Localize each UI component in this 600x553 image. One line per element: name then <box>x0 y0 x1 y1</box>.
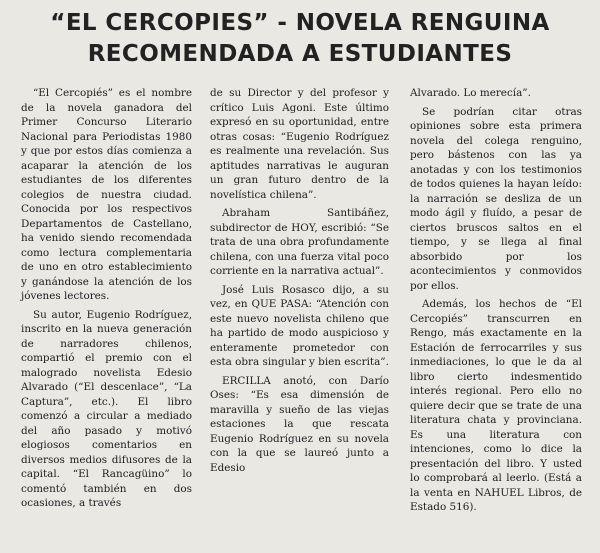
paragraph: José Luis Rosasco dijo, a su vez, en QUE PASA: “Atención con este nuevo novelista chileno que ha partido de modo auspicioso y enteramente prometedor con esta obra singular y bien escrita”. <box>210 283 389 368</box>
paragraph: ERCILLA anotó, con Darío Oses: “Es esa dimensión de maravilla y sueño de las viejas estaciones la que rescata Eugenio Rodríguez en su novela con la que se laureó junto a Edesio <box>210 374 389 474</box>
paragraph: “El Cercopiés” es el nombre de la novela ganadora del Primer Concurso Literario Nacional para Periodistas 1980 y que por estos días comienza a acaparar la atención de los estudiantes de los diferentes colegios de nuestra ciudad. Conocida por los respectivos Departamentos de Castellano, ha venido siendo recomendada como lectura complementaria de uno en otro establecimiento y ganándose la atención de los jóvenes lectores. <box>21 87 192 302</box>
paragraph: Su autor, Eugenio Rodríguez, inscrito en la nueva generación de narradores chilenos, compartió el premio con el malogrado novelista Edesio Alvarado (“El descenlace”, “La Captura”, etc.). El libro comenzó a circular a mediado del año pasado y motivó elogiosos comentarios en diversos medios difusores de la capital. “El Rancagüino” lo comentó también en dos ocasiones, a través <box>21 308 192 509</box>
article-column-1 <box>21 86 192 515</box>
paragraph: Además, los hechos de “El Cercopiés” transcurren en Rengo, más exactamente en la Estación de ferrocarriles y sus inmediaciones, lo que le da al libro cierto indesmentido interés regional. Pero ello no quiere decir que se trate de una literatura chata y provinciana. Es una literatura con intenciones, como lo dice la presentación del libro. Y usted lo comprobará al leerlo. (Está a la venta en NAHUEL Libros, de Estado 516). <box>410 298 582 513</box>
paragraph: de su Director y del profesor y crítico Luis Agoni. Este último expresó en su oportunidad, entre otras cosas: “Eugenio Rodríguez es realmente una revelación. Sus aptitudes narrativas le auguran un gran futuro dentro de la novelística chilena”. <box>210 87 389 201</box>
paragraph: Abraham Santibáñez, subdirector de HOY, escribió: “Se trata de una obra profundamente chilena, con una fuerza vital poco corriente en la narrativa actual”. <box>210 207 389 277</box>
headline-line-1: “EL CERCOPIES” - NOVELA RENGUINA <box>50 10 550 36</box>
headline-line-2: RECOMENDADA A ESTUDIANTES <box>87 41 513 67</box>
article-column-3 <box>410 86 582 519</box>
article-column-2 <box>210 86 389 479</box>
paragraph: Se podrían citar otras opiniones sobre esta primera novela del colega renguino, pero bástenos con las ya anotadas y con los testimonios de todos quienes la hayan leído: la narración se desliza de un modo ágil y fluído, a pesar de ciertos bruscos saltos en el tiempo, y se llega al final absorbido por los acontecimientos y conmovidos por ellos. <box>410 105 582 292</box>
paragraph: Alvarado. Lo merecía”. <box>410 87 531 99</box>
headline <box>0 8 600 70</box>
